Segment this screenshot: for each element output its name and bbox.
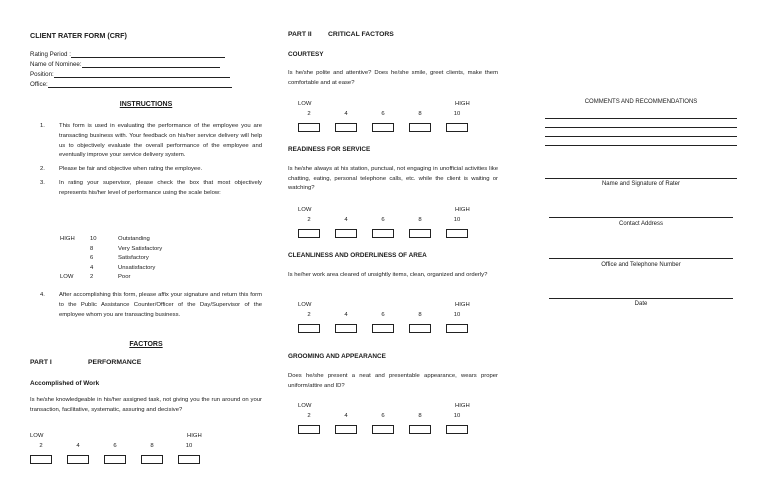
rating-checkbox[interactable] (409, 123, 431, 132)
rating-period-field[interactable] (30, 51, 225, 58)
rating-checkbox[interactable] (409, 229, 431, 238)
section-question: Is he/she always at his station, punctual, not engaging in unofficial activities like chatting, eating, personal telephone calls, etc. while the client is waiting or watching? (288, 166, 498, 192)
rating-row: LOW HIGH 2 4 6 8 10 (298, 101, 474, 135)
rating-row: LOW HIGH 2 4 6 8 10 (30, 433, 206, 467)
section-question: Does he/she present a neat and presentable appearance, wears proper uniform/attire and ID? (288, 373, 498, 389)
instruction-item: 1. This form is used in evaluating the performance of the employee you are transacting business with. Your feedback on his/her service delivery will help us to objectively evaluate the overall performance of the employee and eventually improve your service delivery system. (40, 123, 262, 159)
rating-period-label: Rating Period : (30, 51, 71, 58)
section-question: Is he/her work area cleared of unsightly items, clean, organized and orderly? (288, 272, 488, 278)
nominee-label: Name of Nominee: (30, 61, 82, 68)
form-title: CLIENT RATER FORM (CRF) (30, 31, 127, 40)
rating-scale-legend: HIGH 10 Outstanding 8 Very Satisfactory 6 Satisfactory 4 Unsatisfactory LOW 2 Poor (60, 236, 163, 281)
rating-checkbox[interactable] (335, 425, 357, 434)
rating-checkbox[interactable] (141, 455, 163, 464)
section-title: GROOMING AND APPEARANCE (288, 353, 386, 360)
rating-checkbox[interactable] (335, 229, 357, 238)
section-question: Is he/she polite and attentive? Does he/she smile, greet clients, make them comfortable and at ease? (288, 70, 498, 86)
position-line[interactable] (54, 71, 230, 78)
rating-checkbox[interactable] (178, 455, 200, 464)
rating-checkbox[interactable] (104, 455, 126, 464)
rating-checkbox[interactable] (335, 324, 357, 333)
date-caption: Date (634, 301, 648, 307)
part1-heading: PART I PERFORMANCE (30, 359, 142, 366)
rating-row: LOW HIGH 2 4 6 8 10 (298, 302, 474, 336)
rating-checkbox[interactable] (372, 324, 394, 333)
rating-checkbox[interactable] (298, 324, 320, 333)
rating-checkbox[interactable] (446, 425, 468, 434)
rater-signature-line[interactable] (545, 178, 737, 179)
date-line[interactable] (549, 298, 733, 299)
position-label: Position: (30, 71, 54, 78)
rating-checkbox[interactable] (30, 455, 52, 464)
comment-line[interactable] (545, 145, 737, 146)
office-phone-caption: Office and Telephone Number (601, 262, 681, 268)
section-title: Accomplished of Work (30, 380, 100, 387)
comments-heading: COMMENTS AND RECOMMENDATIONS (584, 99, 698, 105)
rating-checkbox[interactable] (298, 229, 320, 238)
rating-checkbox[interactable] (298, 425, 320, 434)
rating-checkbox[interactable] (372, 123, 394, 132)
contact-address-caption: Contact Address (618, 221, 664, 227)
rater-signature-caption: Name and Signature of Rater (601, 181, 681, 187)
rating-checkbox[interactable] (446, 324, 468, 333)
nominee-field[interactable] (30, 61, 220, 68)
section-title: CLEANLINESS AND ORDERLINESS OF AREA (288, 252, 427, 259)
comment-line[interactable] (545, 118, 737, 119)
rating-checkbox[interactable] (67, 455, 89, 464)
section-title: READINESS FOR SERVICE (288, 146, 371, 153)
rating-checkbox[interactable] (409, 425, 431, 434)
rating-row: LOW HIGH 2 4 6 8 10 (298, 207, 474, 241)
office-field[interactable] (30, 81, 232, 88)
instructions-list (40, 122, 262, 199)
instructions-heading: INSTRUCTIONS (119, 101, 173, 108)
comment-line[interactable] (545, 127, 737, 128)
rating-checkbox[interactable] (372, 229, 394, 238)
instruction-item: 3. In rating your supervisor, please check the box that most objectively represents his/her level of performance using the scale below: (40, 179, 262, 196)
position-field[interactable] (30, 71, 230, 78)
high-label: HIGH (187, 433, 202, 439)
instruction-item: 4. After accomplishing this form, please affix your signature and return this form to the Public Assistance Counter/Officer of the Day/Supervisor of the employee whom you are transacting business. (40, 292, 262, 318)
nominee-line[interactable] (82, 61, 220, 68)
office-line[interactable] (48, 81, 232, 88)
part2-heading: PART II CRITICAL FACTORS (288, 31, 394, 38)
low-label: LOW (30, 433, 44, 439)
comment-line[interactable] (545, 136, 737, 137)
office-phone-line[interactable] (549, 258, 733, 259)
rating-period-line[interactable] (71, 51, 225, 58)
rating-checkbox[interactable] (372, 425, 394, 434)
rating-checkbox[interactable] (446, 229, 468, 238)
factors-heading: FACTORS (129, 341, 163, 348)
contact-address-line[interactable] (549, 217, 733, 218)
rating-row: LOW HIGH 2 4 6 8 10 (298, 403, 474, 437)
section-question: Is he/she knowledgeable in his/her assigned task, not giving you the run around on your transaction, facilitative, systematic, assuring and decisive? (30, 397, 262, 413)
instruction-item: 2. Please be fair and objective when rating the employee. (40, 166, 203, 173)
instructions-list-continued (40, 291, 262, 320)
rating-checkbox[interactable] (446, 123, 468, 132)
rating-checkbox[interactable] (298, 123, 320, 132)
section-title: COURTESY (288, 51, 324, 58)
rating-checkbox[interactable] (335, 123, 357, 132)
rating-checkbox[interactable] (409, 324, 431, 333)
office-label: Office: (30, 81, 48, 88)
